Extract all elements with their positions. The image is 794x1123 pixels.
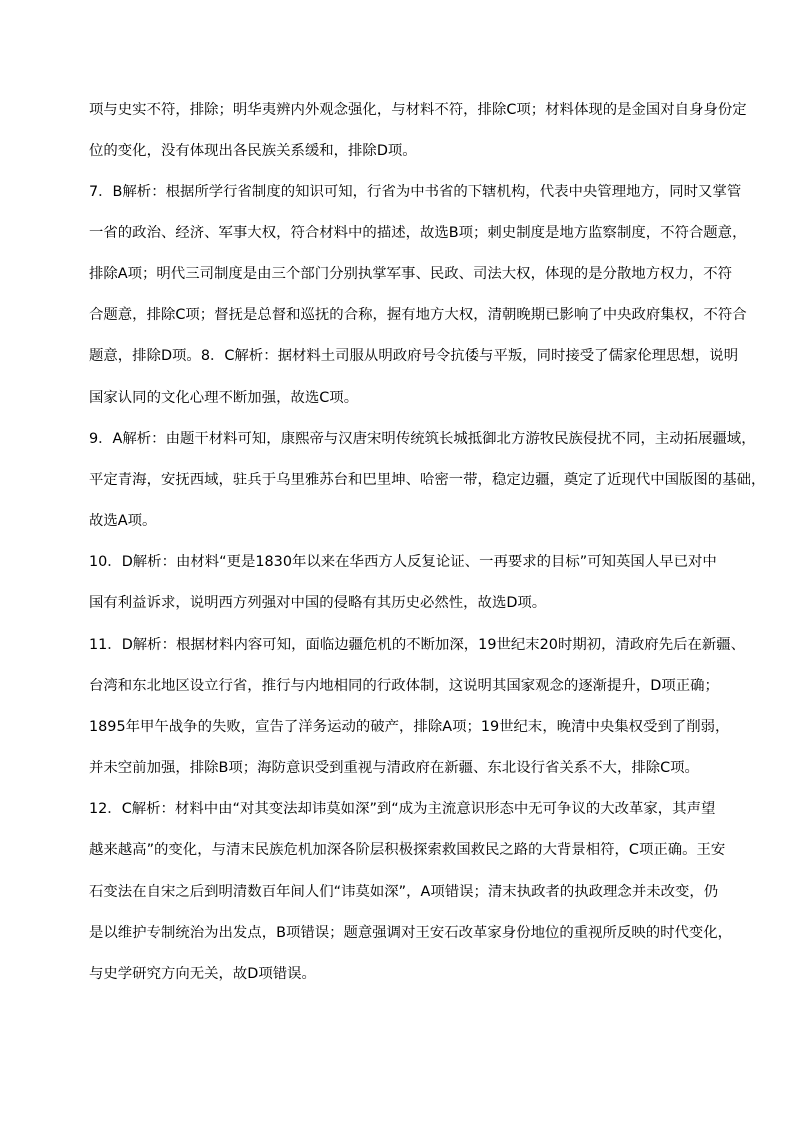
text-line: 国家认同的文化心理不断加强，故选C项。 — [89, 390, 359, 406]
text-line: 项与史实不符，排除；明华夷辨内外观念强化，与材料不符，排除C项；材料体现的是金国对自身身份定 — [89, 102, 747, 118]
text-line: 题意，排除D项。8．C解析：据材料土司服从明政府号令抗倭与平叛，同时接受了儒家伦理思想，说明 — [89, 348, 739, 364]
text-line: 是以维护专制统治为出发点，B项错误；题意强调对王安石改革家身份地位的重视所反映的时代变化， — [89, 925, 733, 941]
text-line: 国有利益诉求，说明西方列强对中国的侵略有其历史必然性，故选D项。 — [89, 595, 547, 611]
text-line: 9．A解析：由题干材料可知，康熙帝与汉唐宋明传统筑长城抵御北方游牧民族侵扰不同，主动拓展疆域， — [89, 431, 756, 447]
text-line: 1895年甲午战争的失败，宣告了洋务运动的破产，排除A项；19世纪末，晚清中央集权受到了削弱， — [89, 719, 730, 735]
text-line: 位的变化，没有体现出各民族关系缓和，排除D项。 — [89, 143, 417, 159]
text-line: 11．D解析：根据材料内容可知，面临边疆危机的不断加深，19世纪末20时期初，清政府先后在新疆、 — [89, 637, 746, 653]
text-line: 平定青海，安抚西域，驻兵于乌里雅苏台和巴里坤、哈密一带，稳定边疆，奠定了近现代中国版图的基础， — [89, 472, 766, 488]
text-line: 一省的政治、经济、军事大权，符合材料中的描述，故选B项；刺史制度是地方监察制度，不符合题意， — [89, 225, 747, 241]
text-line: 台湾和东北地区设立行省，推行与内地相同的行政体制，这说明其国家观念的逐渐提升，D项正确； — [89, 678, 719, 694]
text-line: 并未空前加强，排除B项；海防意识受到重视与清政府在新疆、东北设行省关系不大，排除C项。 — [89, 760, 699, 776]
text-line: 7．B解析：根据所学行省制度的知识可知，行省为中书省的下辖机构，代表中央管理地方，同时又掌管 — [89, 184, 742, 200]
text-line: 石变法在自宋之后到明清数百年间人们“讳莫如深”，A项错误；清末执政者的执政理念并未改变，仍 — [89, 884, 719, 900]
text-line: 与史学研究方向无关，故D项错误。 — [89, 966, 316, 982]
text-line: 12．C解析：材料中由“对其变法却讳莫如深”到“成为主流意识形态中无可争议的大改革家，其声望 — [89, 801, 716, 817]
text-line: 10．D解析：由材料“更是1830年以来在华西方人反复论证、一再要求的目标”可知英国人早已对中 — [89, 554, 717, 570]
text-line: 合题意，排除C项；督抚是总督和巡抚的合称，握有地方大权，清朝晚期已影响了中央政府集权，不符合 — [89, 307, 747, 323]
text-line: 故选A项。 — [89, 513, 157, 529]
text-line: 排除A项；明代三司制度是由三个部门分别执掌军事、民政、司法大权，体现的是分散地方权力，不符 — [89, 266, 733, 282]
text-line: 越来越高”的变化，与清末民族危机加深各阶层积极探索救国救民之路的大背景相符，C项正确。王安 — [89, 842, 726, 858]
